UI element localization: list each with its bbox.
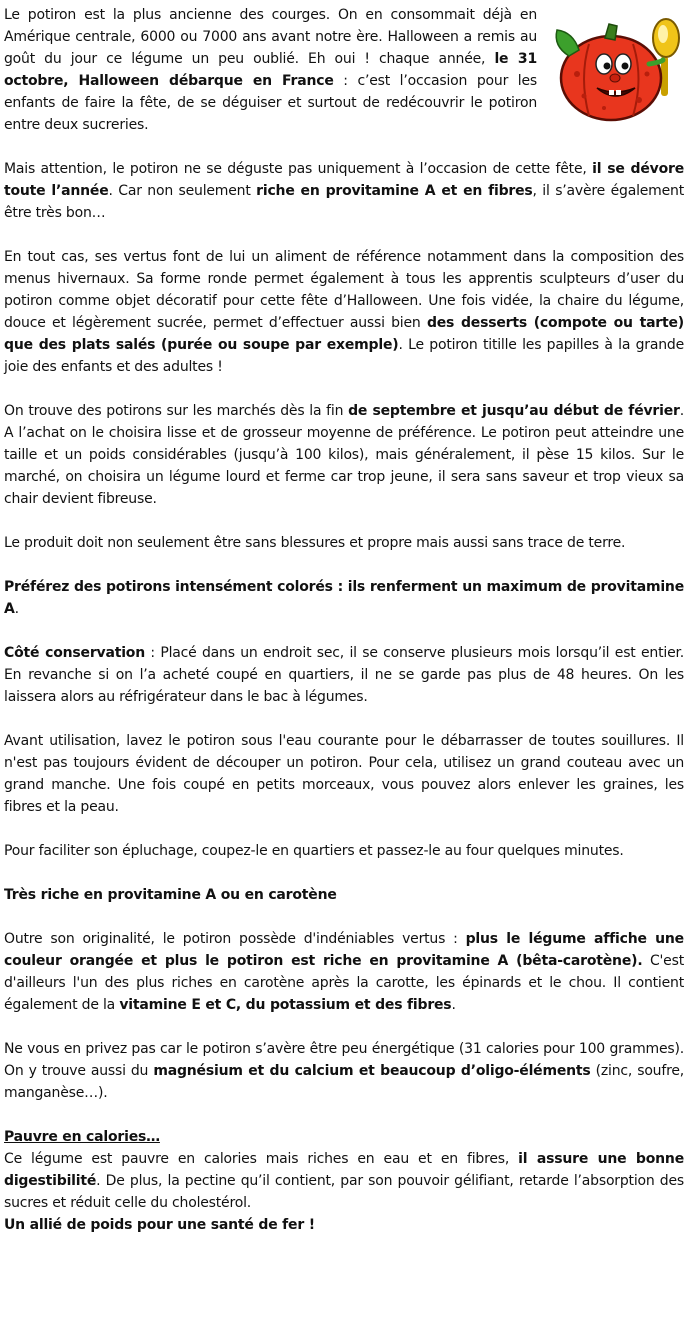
- paragraph: [4, 246, 684, 378]
- paragraph: [4, 400, 684, 510]
- article: [4, 4, 684, 1258]
- paragraph-calories: [4, 1126, 684, 1236]
- text: Mais attention, le potiron ne se déguste pas uniquement à l’occasion de cette fête,: [4, 161, 593, 177]
- text: Ne vous en privez pas car le potiron s’avère être peu énergétique (31 calories pour 100 grammes). On y trouve aussi du: [4, 1041, 684, 1079]
- paragraph: [4, 158, 684, 224]
- paragraph: [4, 928, 684, 1016]
- emphasis: il se dévore toute l’année: [4, 161, 685, 199]
- emphasis: Côté conservation: [4, 645, 145, 661]
- text: . Le potiron titille les papilles à la grande joie des enfants et des adultes !: [4, 337, 684, 375]
- paragraph: [4, 730, 684, 818]
- text: . De plus, la pectine qu’il contient, par son pouvoir gélifiant, retarde l’absorption des sucres et réduit celle du cholestérol.: [4, 1173, 684, 1211]
- closing-line: Un allié de poids pour une santé de fer !: [4, 1217, 315, 1233]
- text: .: [451, 997, 456, 1013]
- paragraph: [4, 1038, 684, 1104]
- emphasis: des desserts (compote ou tarte) que des plats salés (purée ou soupe par exemple): [4, 315, 685, 353]
- emphasis: Très riche en provitamine A ou en carotène: [4, 887, 337, 903]
- emphasis: vitamine E et C, du potassium et des fibres: [119, 997, 452, 1013]
- section-heading: [4, 884, 684, 906]
- emphasis: magnésium et du calcium et beaucoup d’oligo-éléments: [153, 1063, 591, 1079]
- emphasis: Préférez des potirons intensément colorés : ils renferment un maximum de provitamine A: [4, 579, 684, 617]
- sub-heading: Pauvre en calories…: [4, 1129, 160, 1145]
- text: Avant utilisation, lavez le potiron sous l'eau courante pour le débarrasser de toutes souillures. Il n'est pas toujours évident de découper un potiron. Pour cela, utilisez un grand couteau avec un grand manche. Une fois coupé en petits morceaux, vous pouvez alors enlever les graines, les fibres et la peau.: [4, 733, 684, 815]
- paragraph-intro: [4, 4, 684, 136]
- emphasis: plus le légume affiche une couleur orangée et plus le potiron est riche en provitamine A (bêta-carotène).: [4, 931, 684, 969]
- text: : c’est l’occasion pour les enfants de faire la fête, de se déguiser et surtout de redécouvrir le potiron entre deux sucreries.: [4, 73, 537, 133]
- text: En tout cas, ses vertus font de lui un aliment de référence notamment dans la composition des menus hivernaux. Sa forme ronde permet également à tous les apprentis sculpteurs d’user du potiron comme objet décoratif pour cette fête d’Halloween. Une fois vidée, la chaire du légume, douce et légèrement sucrée, permet d’effectuer aussi bien: [4, 249, 684, 331]
- text: . A l’achat on le choisira lisse et de grosseur moyenne de préférence. Le potiron peut atteindre une taille et un poids considérables (jusqu’à 100 kilos), mais généralement, il pèse 15 kilos. Sur le marché, on choisira un légume lourd et ferme car trop jeune, il sera sans saveur et trop vieux sa chair devient fibreuse.: [4, 403, 684, 507]
- text: . Car non seulement: [108, 183, 257, 199]
- paragraph: [4, 642, 684, 708]
- pumpkin-mascot-icon: [549, 16, 684, 126]
- emphasis: de septembre et jusqu’au début de février: [348, 403, 680, 419]
- text: Ce légume est pauvre en calories mais riches en eau et en fibres,: [4, 1151, 519, 1167]
- emphasis: riche en provitamine A et en fibres: [256, 183, 533, 199]
- emphasis: il assure une bonne digestibilité: [4, 1151, 684, 1189]
- emphasis: le 31 octobre, Halloween débarque en France: [4, 51, 537, 89]
- text: On trouve des potirons sur les marchés dès la fin: [4, 403, 349, 419]
- text: .: [14, 601, 19, 617]
- text: (zinc, soufre, manganèse…).: [4, 1063, 684, 1101]
- paragraph: [4, 576, 684, 620]
- text: Le produit doit non seulement être sans blessures et propre mais aussi sans trace de terre.: [4, 535, 626, 551]
- text: Le potiron est la plus ancienne des courges. On en consommait déjà en Amérique centrale, 6000 ou 7000 ans avant notre ère. Halloween a remis au goût du jour ce légume un peu oublié. Eh oui ! chaque année,: [4, 7, 537, 67]
- text: Pour faciliter son épluchage, coupez-le en quartiers et passez-le au four quelques minutes.: [4, 843, 624, 859]
- text: : Placé dans un endroit sec, il se conserve plusieurs mois lorsqu’il est entier. En revanche si on l’a acheté coupé en quartiers, il ne se garde pas plus de 48 heures. On les laissera alors au réfrigérateur dans le bac à légumes.: [4, 645, 685, 705]
- text: Outre son originalité, le potiron possède d'indéniables vertus :: [4, 931, 466, 947]
- text: C'est d'ailleurs l'un des plus riches en carotène après la carotte, les épinards et le chou. Il contient également de la: [4, 953, 684, 1013]
- text: , il s’avère également être très bon…: [4, 183, 684, 221]
- paragraph: [4, 532, 684, 554]
- paragraph: [4, 840, 684, 862]
